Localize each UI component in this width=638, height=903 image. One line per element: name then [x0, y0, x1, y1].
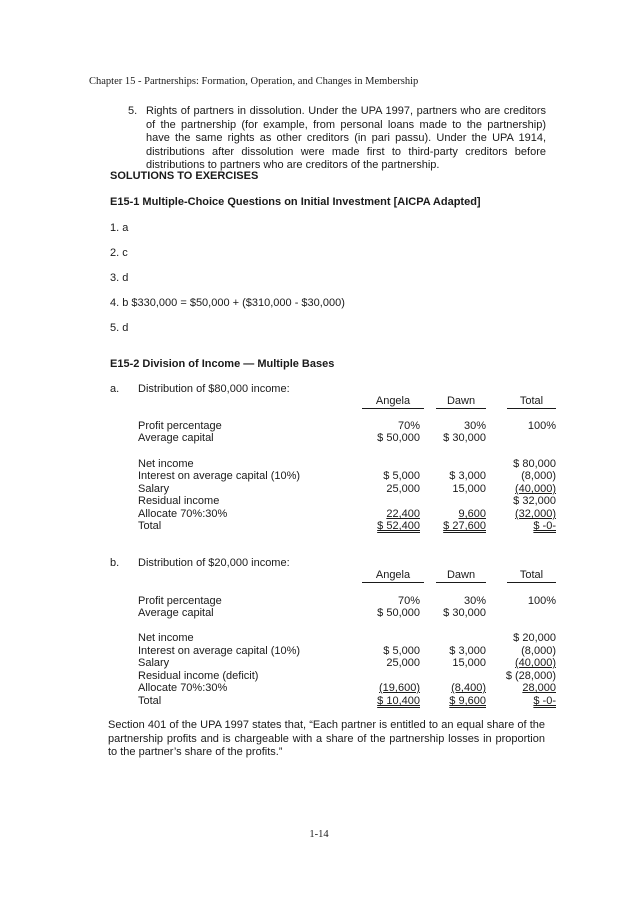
- cell-total: (8,000): [521, 645, 556, 657]
- cell-total: (40,000): [515, 483, 556, 495]
- answer-1: 1. a: [110, 222, 129, 234]
- cell-dawn: 9,600: [458, 508, 486, 520]
- cell-angela: 25,000: [386, 483, 420, 495]
- part-b-intro: Distribution of $20,000 income:: [138, 557, 290, 569]
- cell-total: $ 20,000: [513, 632, 556, 644]
- row-label: Average capital: [138, 607, 214, 619]
- col-angela-a: Angela: [362, 395, 424, 409]
- answer-5: 5. d: [110, 322, 129, 334]
- row-label: Allocate 70%:30%: [138, 508, 228, 520]
- e15-1-title: E15-1 Multiple-Choice Questions on Initial Investment [AICPA Adapted]: [110, 196, 481, 208]
- col-total-a: Total: [507, 395, 556, 409]
- item-5-number: 5.: [128, 105, 138, 117]
- chapter-header: Chapter 15 - Partnerships: Formation, Operation, and Changes in Membership: [89, 76, 419, 87]
- answer-4: 4. b $330,000 = $50,000 + ($310,000 - $30,000): [110, 297, 345, 309]
- cell-dawn: 15,000: [452, 483, 486, 495]
- cell-dawn: 15,000: [452, 657, 486, 669]
- e15-2-title: E15-2 Division of Income — Multiple Bases: [110, 358, 335, 370]
- row-label: Net income: [138, 632, 194, 644]
- answer-3: 3. d: [110, 272, 129, 284]
- cell-angela: $ 52,400: [377, 520, 420, 532]
- cell-total: 100%: [527, 595, 556, 607]
- cell-angela: 22,400: [386, 508, 420, 520]
- cell-angela: 70%: [397, 595, 420, 607]
- cell-total: (8,000): [521, 470, 556, 482]
- cell-dawn: (8,400): [451, 682, 486, 694]
- row-label: Average capital: [138, 432, 214, 444]
- cell-dawn: $ 9,600: [449, 695, 486, 707]
- cell-total: $ 32,000: [513, 495, 556, 507]
- cell-angela: $ 5,000: [383, 645, 420, 657]
- row-label: Profit percentage: [138, 595, 222, 607]
- cell-dawn: $ 3,000: [449, 645, 486, 657]
- cell-total: $ (28,000): [505, 670, 556, 682]
- cell-total: $ 80,000: [513, 458, 556, 470]
- cell-dawn: 30%: [463, 595, 486, 607]
- row-label: Salary: [138, 657, 170, 669]
- row-label: Residual income: [138, 495, 220, 507]
- cell-dawn: $ 27,600: [443, 520, 486, 532]
- item-5-text: Rights of partners in dissolution. Under the UPA 1997, partners who are creditors of the partnership (for example, from personal loans made to the partnership) have the same rights as other creditors (in pari passu). Under the UPA 1914, distributions after dissolution were made first to third-party creditors before distributions to partners who are creditors of the partnership.: [146, 105, 546, 171]
- cell-total: 28,000: [522, 682, 556, 694]
- cell-angela: 70%: [397, 420, 420, 432]
- row-label: Allocate 70%:30%: [138, 682, 228, 694]
- col-total-b: Total: [507, 569, 556, 583]
- cell-dawn: $ 3,000: [449, 470, 486, 482]
- row-label: Residual income (deficit): [138, 670, 259, 682]
- cell-dawn: $ 30,000: [443, 607, 486, 619]
- row-label: Total: [138, 520, 162, 532]
- col-dawn-a: Dawn: [436, 395, 486, 409]
- row-label: Profit percentage: [138, 420, 222, 432]
- part-a-intro: Distribution of $80,000 income:: [138, 383, 290, 395]
- cell-angela: (19,600): [379, 682, 420, 694]
- closing-paragraph: Section 401 of the UPA 1997 states that, “Each partner is entitled to an equal share of the partnership profits and is chargeable with a share of the partnership losses in proportion to the partner’s share of the profits.”: [108, 719, 545, 758]
- row-label: Net income: [138, 458, 194, 470]
- part-a-letter: a.: [110, 383, 120, 395]
- col-angela-b: Angela: [362, 569, 424, 583]
- row-label: Total: [138, 695, 162, 707]
- cell-dawn: 30%: [463, 420, 486, 432]
- cell-total: $ -0-: [533, 695, 556, 707]
- cell-total: (40,000): [515, 657, 556, 669]
- cell-total: 100%: [527, 420, 556, 432]
- row-label: Salary: [138, 483, 170, 495]
- cell-angela: $ 10,400: [377, 695, 420, 707]
- cell-total: $ -0-: [533, 520, 556, 532]
- cell-angela: $ 50,000: [377, 432, 420, 444]
- cell-angela: $ 50,000: [377, 607, 420, 619]
- row-label: Interest on average capital (10%): [138, 645, 301, 657]
- cell-angela: $ 5,000: [383, 470, 420, 482]
- row-label: Interest on average capital (10%): [138, 470, 301, 482]
- part-b-letter: b.: [110, 557, 120, 569]
- solutions-title: SOLUTIONS TO EXERCISES: [110, 170, 259, 182]
- cell-total: (32,000): [515, 508, 556, 520]
- page-number: 1-14: [309, 829, 329, 840]
- cell-angela: 25,000: [386, 657, 420, 669]
- cell-dawn: $ 30,000: [443, 432, 486, 444]
- col-dawn-b: Dawn: [436, 569, 486, 583]
- answer-2: 2. c: [110, 247, 128, 259]
